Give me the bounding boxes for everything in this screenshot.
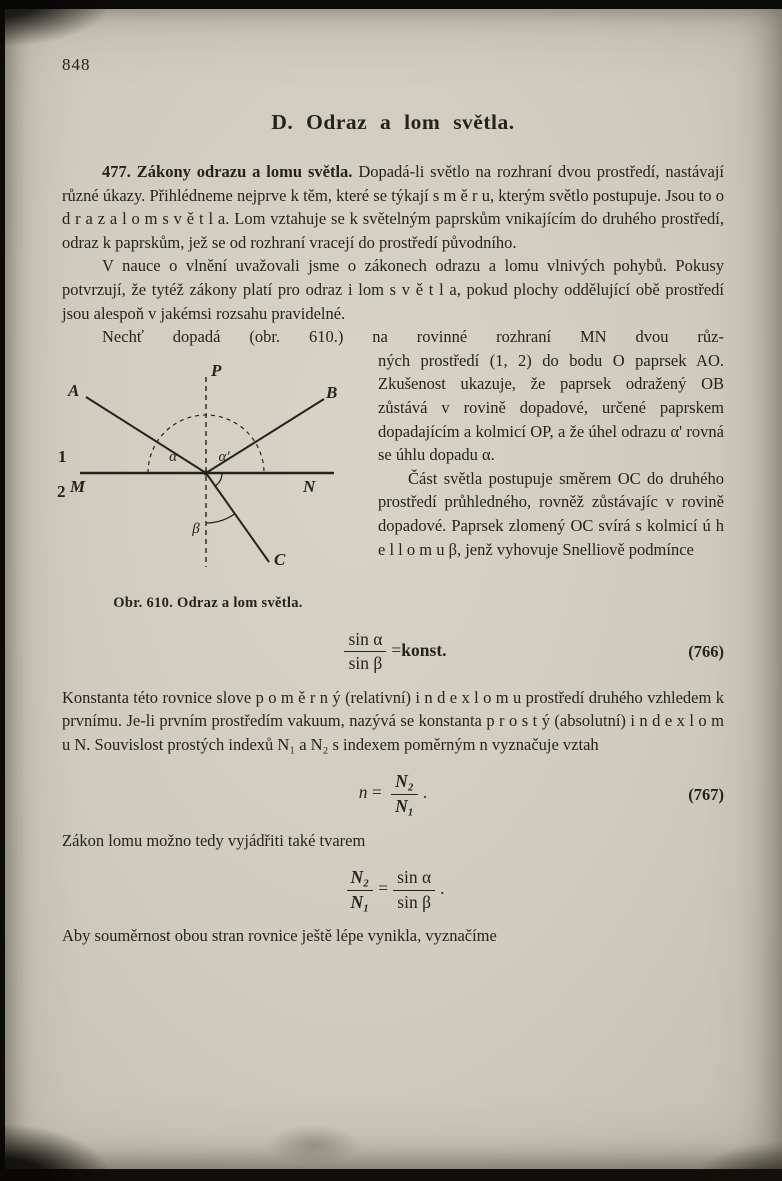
label-alpha-prime: α'	[218, 448, 230, 465]
label-P: P	[211, 360, 222, 380]
paragraph-symmetry: Aby souměrnost obou stran rovnice ještě lépe vynikla, vyznačíme	[62, 926, 497, 946]
beta-angle-arc	[206, 513, 235, 523]
paragraph-477	[62, 160, 724, 254]
numerator: sin α	[344, 630, 386, 653]
paragraph-477-text: Dopadá-li světlo na rozhraní dvou prostředí, nastávají různé úkazy. Přihlédneme nejprve k těm, které se týkají s m ě r u, kterým světlo postupuje. Jsou to o d r a z a l o m s v ě t l a. Lom vztahuje se k světelným paprskům vnikajícím do druhého prostředí, odraz k paprskům, jež se od rozhraní vracejí do prostředí původního.	[62, 162, 725, 252]
figure-obr-610	[56, 361, 360, 614]
reflection-refraction-diagram	[56, 361, 360, 579]
period: .	[440, 878, 445, 899]
period: .	[422, 782, 428, 803]
equation-number-767: (767)	[688, 784, 724, 804]
equation-number-766: (766)	[688, 641, 724, 661]
scan-corner-bottom-right	[692, 1141, 782, 1181]
paragraph-refraction: Část světla postupuje směrem OC do druhého prostředí průhledného, rovněž zůstávajíc v rovině dopadové. Paprsek zlomený OC svírá s kolmicí ú h e l l o m u β, jenž vyhovuje Snelliově podmínce	[378, 468, 724, 559]
figure-caption: Obr. 610. Odraz a lom světla.	[113, 594, 303, 611]
label-C: C	[274, 549, 286, 569]
label-alpha: α	[169, 448, 177, 465]
denominator: N₁	[350, 891, 370, 912]
denominator: N₁	[395, 796, 414, 817]
equation-rhs: konst.	[401, 639, 447, 660]
label-medium-2: 2	[57, 481, 66, 501]
paragraph-index: Konstanta této rovnice slove p o m ě r n ý (relativní) i n d e x l o m u prostředí druhého vzhledem k prvnímu. Je-li prvním prostředím vakuum, nazývá se konstanta p r o s t ý (absolutní) i n d e x l o m u N. Souvislost prostých indexů N₁ a N₂ s indexem poměrným n vyznačuje vztah	[62, 687, 724, 754]
fraction-sin-right	[393, 868, 435, 912]
numerator: N₂	[391, 772, 418, 795]
fraction-N	[391, 772, 418, 816]
fraction-sin	[344, 630, 386, 674]
label-beta: β	[192, 520, 200, 537]
scan-corner-top-left	[0, 0, 110, 46]
wrapped-text-column	[378, 349, 724, 561]
equals-sign: =	[391, 639, 402, 660]
incident-ray	[86, 397, 206, 473]
label-M: M	[70, 476, 86, 496]
section-heading: D. Odraz a lom světla.	[271, 110, 515, 135]
small-angle-arc	[215, 473, 222, 486]
paragraph-law-of-refraction: Zákon lomu možno tedy vyjádřiti také tvarem	[62, 830, 366, 850]
point-O	[203, 470, 208, 475]
scan-edge-left	[0, 0, 5, 1181]
paragraph-477-lead: 477. Zákony odrazu a lomu světla.	[102, 162, 353, 182]
page-number: 848	[62, 55, 91, 74]
equation-767	[62, 772, 724, 816]
scan-edge-bottom	[0, 1169, 782, 1181]
figure-and-wrapped-text	[57, 349, 724, 614]
denominator: sin β	[348, 653, 383, 674]
refracted-ray	[206, 473, 269, 562]
equals-sign: =	[378, 878, 389, 899]
numerator: sin α	[393, 868, 435, 891]
paragraph-incidence-wrapped: ných prostředí (1, 2) do bodu O paprsek AO. Zkušenost ukazuje, že paprsek odražený OB zůstává v rovině dopadové, určené paprskem dopadajícím a kolmicí OP, a že úhel odrazu α' rovná se úhlu dopadu α.	[378, 350, 724, 465]
equation-766	[62, 630, 724, 674]
label-N: N	[303, 476, 316, 496]
equals-sign: =	[371, 782, 382, 803]
equation-unnumbered	[62, 868, 724, 912]
page-content	[57, 53, 725, 948]
scan-smudge-bottom	[266, 1125, 362, 1165]
denominator: sin β	[397, 891, 431, 912]
scan-edge-top	[0, 0, 782, 9]
label-A: A	[68, 380, 80, 400]
paragraph-incidence-first-line: Nechť dopadá (obr. 610.) na rovinné rozhraní MN dvou růz-	[102, 327, 724, 347]
symbol-n: n	[358, 782, 368, 803]
fraction-N-left	[347, 868, 374, 912]
numerator: N₂	[347, 868, 374, 891]
label-B: B	[326, 382, 338, 402]
page-paper	[5, 9, 782, 1169]
paragraph-waves: V nauce o vlnění uvažovali jsme o zákonech odrazu a lomu vlnivých pohybů. Pokusy potvrzují, že tytéž zákony platí pro odraz i lom s v ě t l a, pokud plochy oddělující obě prostředí jsou alespoň v jakémsi rozsahu pravidelné.	[62, 256, 724, 323]
scan-corner-bottom-left	[0, 1125, 110, 1181]
label-medium-1: 1	[58, 446, 67, 466]
